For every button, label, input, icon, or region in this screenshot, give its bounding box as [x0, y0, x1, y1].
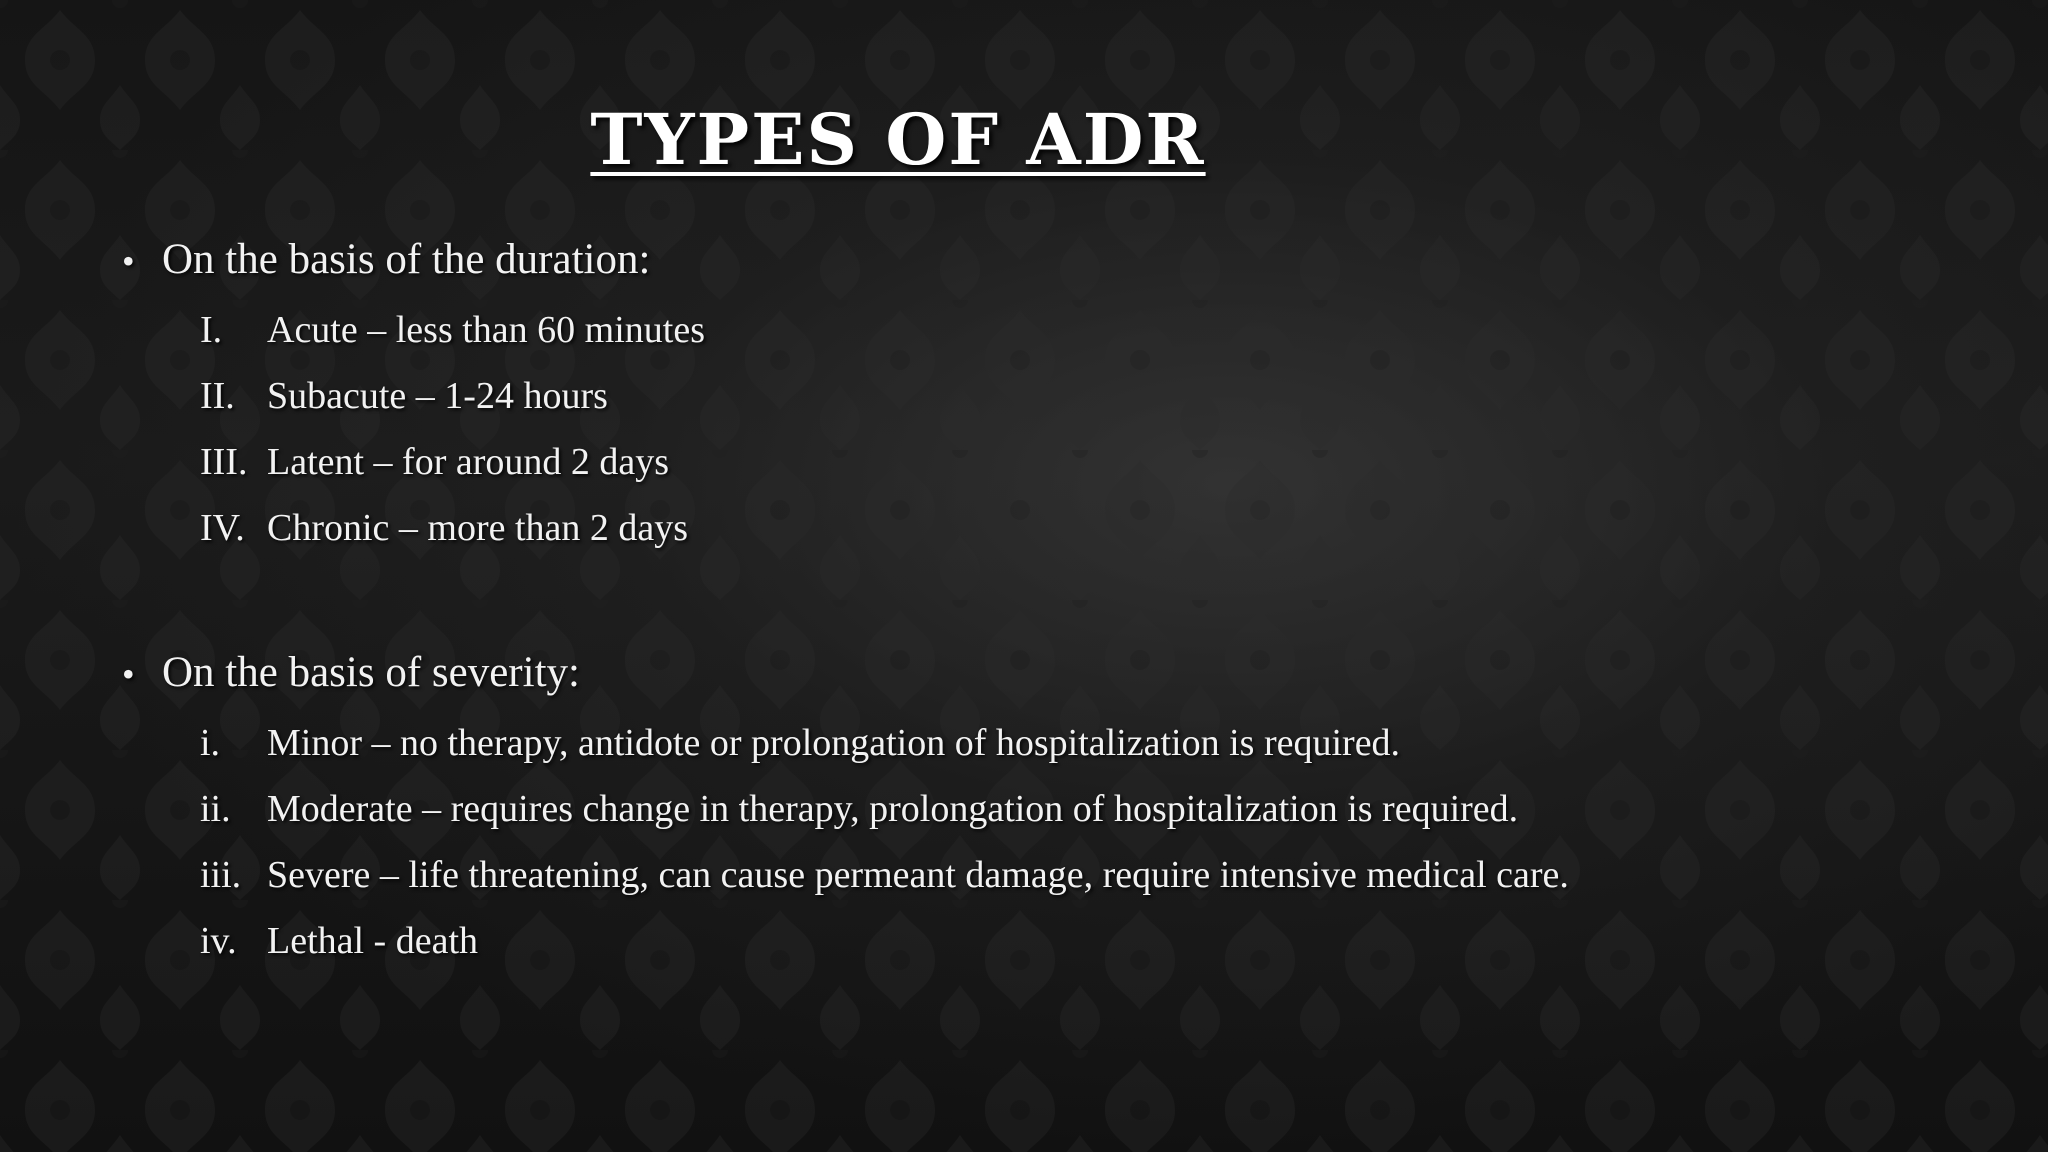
list-item	[200, 853, 1569, 897]
list-item	[200, 787, 1518, 831]
list-item-number: iii.	[200, 854, 242, 896]
list-item-number: I.	[200, 309, 223, 351]
list-item-text: Severe – life threatening, can cause permeant damage, require intensive medical care.	[267, 854, 1569, 896]
list-item	[200, 919, 478, 963]
list-item	[200, 506, 688, 550]
list-item-text: Latent – for around 2 days	[267, 441, 670, 483]
list-item-text: Minor – no therapy, antidote or prolongation of hospitalization is required.	[267, 722, 1401, 764]
list-item-number: II.	[200, 375, 235, 417]
list-item-number: IV.	[200, 507, 245, 549]
bullet-icon: •	[122, 654, 135, 694]
list-item-number: III.	[200, 441, 248, 483]
list-item	[200, 308, 705, 352]
list-item-text: Chronic – more than 2 days	[267, 507, 689, 549]
slide-title: TYPES OF ADR	[590, 98, 1206, 181]
section-heading-text: On the basis of the duration:	[162, 236, 651, 283]
list-item-number: iv.	[200, 920, 237, 962]
list-item-number: i.	[200, 722, 221, 764]
section-heading-duration	[122, 235, 650, 284]
list-item-number: ii.	[200, 788, 231, 830]
list-item-text: Acute – less than 60 minutes	[267, 309, 705, 351]
bullet-icon: •	[122, 241, 135, 281]
list-item-text: Subacute – 1-24 hours	[267, 375, 608, 417]
list-item-text: Lethal - death	[267, 920, 479, 962]
list-item	[200, 440, 669, 484]
list-item	[200, 374, 608, 418]
section-heading-severity	[122, 648, 580, 697]
list-item-text: Moderate – requires change in therapy, prolongation of hospitalization is required.	[267, 788, 1519, 830]
list-item	[200, 721, 1400, 765]
section-heading-text: On the basis of severity:	[162, 649, 580, 696]
